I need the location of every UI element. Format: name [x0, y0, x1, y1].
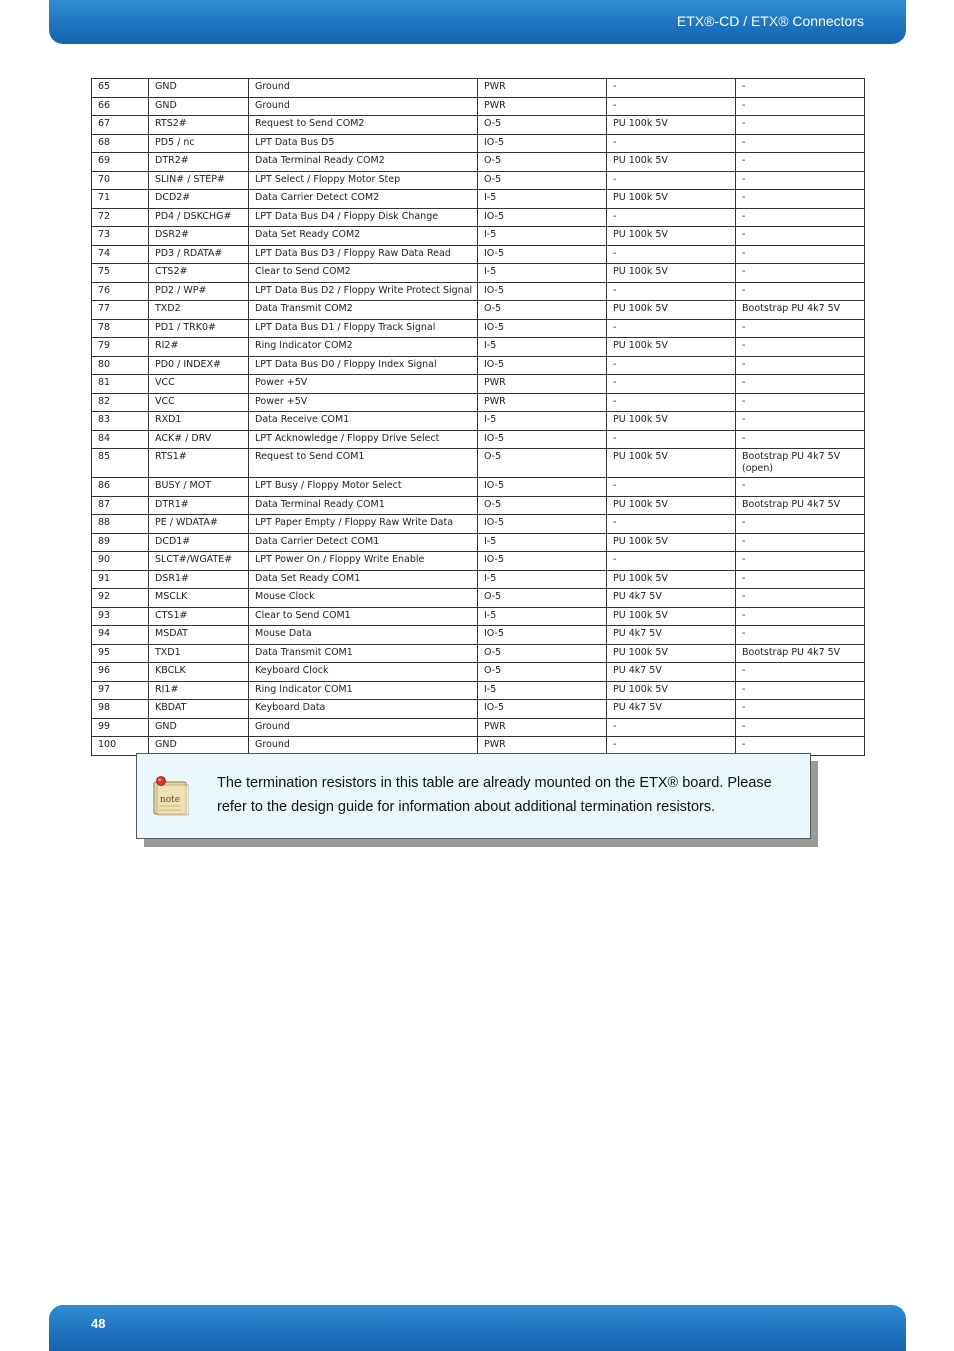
table-row: [92, 607, 865, 626]
comment-cell: -: [736, 375, 865, 394]
table-row: [92, 533, 865, 552]
pin-number-cell: 84: [92, 430, 149, 449]
comment-cell: -: [736, 134, 865, 153]
comment-cell: Bootstrap PU 4k7 5V (open): [736, 449, 865, 478]
signal-cell: RTS2#: [149, 116, 249, 135]
pull-cell: -: [607, 718, 736, 737]
page-header: [49, 0, 906, 44]
pin-number-cell: 96: [92, 663, 149, 682]
comment-cell: -: [736, 319, 865, 338]
signal-cell: SLIN# / STEP#: [149, 171, 249, 190]
signal-cell: MSDAT: [149, 626, 249, 645]
pin-table-body: [92, 79, 865, 756]
comment-cell: -: [736, 356, 865, 375]
comment-cell: Bootstrap PU 4k7 5V: [736, 301, 865, 320]
signal-cell: GND: [149, 718, 249, 737]
pull-cell: PU 100k 5V: [607, 264, 736, 283]
signal-cell: VCC: [149, 375, 249, 394]
signal-cell: TXD2: [149, 301, 249, 320]
pull-cell: -: [607, 319, 736, 338]
pull-cell: PU 100k 5V: [607, 338, 736, 357]
table-row: [92, 116, 865, 135]
comment-cell: -: [736, 626, 865, 645]
io-cell: IO-5: [478, 208, 607, 227]
comment-cell: -: [736, 533, 865, 552]
comment-cell: -: [736, 153, 865, 172]
comment-cell: -: [736, 718, 865, 737]
signal-cell: PD5 / nc: [149, 134, 249, 153]
comment-cell: Bootstrap PU 4k7 5V: [736, 644, 865, 663]
description-cell: LPT Data Bus D0 / Floppy Index Signal: [249, 356, 478, 375]
description-cell: Data Terminal Ready COM1: [249, 496, 478, 515]
description-cell: Keyboard Data: [249, 700, 478, 719]
io-cell: O-5: [478, 171, 607, 190]
description-cell: LPT Data Bus D1 / Floppy Track Signal: [249, 319, 478, 338]
description-cell: Data Transmit COM2: [249, 301, 478, 320]
table-row: [92, 589, 865, 608]
io-cell: IO-5: [478, 478, 607, 497]
comment-cell: -: [736, 227, 865, 246]
table-row: [92, 282, 865, 301]
table-row: [92, 153, 865, 172]
table-row: [92, 338, 865, 357]
pull-cell: -: [607, 515, 736, 534]
pull-cell: -: [607, 552, 736, 571]
pull-cell: -: [607, 245, 736, 264]
io-cell: IO-5: [478, 430, 607, 449]
description-cell: Power +5V: [249, 393, 478, 412]
pull-cell: -: [607, 134, 736, 153]
signal-cell: RI2#: [149, 338, 249, 357]
signal-cell: ACK# / DRV: [149, 430, 249, 449]
comment-cell: -: [736, 97, 865, 116]
io-cell: PWR: [478, 737, 607, 756]
io-cell: PWR: [478, 97, 607, 116]
comment-cell: -: [736, 79, 865, 98]
comment-cell: -: [736, 245, 865, 264]
signal-cell: DSR1#: [149, 570, 249, 589]
table-row: [92, 245, 865, 264]
io-cell: I-5: [478, 190, 607, 209]
pull-cell: -: [607, 208, 736, 227]
pin-number-cell: 81: [92, 375, 149, 394]
pull-cell: PU 100k 5V: [607, 116, 736, 135]
pull-cell: PU 100k 5V: [607, 681, 736, 700]
table-row: [92, 644, 865, 663]
io-cell: O-5: [478, 496, 607, 515]
table-row: [92, 319, 865, 338]
signal-cell: TXD1: [149, 644, 249, 663]
signal-cell: DCD2#: [149, 190, 249, 209]
comment-cell: -: [736, 607, 865, 626]
description-cell: LPT Data Bus D5: [249, 134, 478, 153]
signal-cell: GND: [149, 79, 249, 98]
table-row: [92, 412, 865, 431]
table-row: [92, 227, 865, 246]
io-cell: IO-5: [478, 626, 607, 645]
io-cell: O-5: [478, 153, 607, 172]
pin-table: [91, 78, 865, 756]
io-cell: IO-5: [478, 700, 607, 719]
signal-cell: DCD1#: [149, 533, 249, 552]
signal-cell: PE / WDATA#: [149, 515, 249, 534]
description-cell: LPT Busy / Floppy Motor Select: [249, 478, 478, 497]
pull-cell: -: [607, 356, 736, 375]
pull-cell: -: [607, 430, 736, 449]
pull-cell: PU 100k 5V: [607, 607, 736, 626]
table-row: [92, 430, 865, 449]
description-cell: Data Transmit COM1: [249, 644, 478, 663]
description-cell: Clear to Send COM2: [249, 264, 478, 283]
pin-number-cell: 99: [92, 718, 149, 737]
description-cell: LPT Power On / Floppy Write Enable: [249, 552, 478, 571]
page-footer: [49, 1305, 906, 1351]
description-cell: Ground: [249, 737, 478, 756]
pull-cell: -: [607, 375, 736, 394]
header-title: ETX®-CD / ETX® Connectors: [676, 13, 864, 29]
table-row: [92, 393, 865, 412]
description-cell: LPT Acknowledge / Floppy Drive Select: [249, 430, 478, 449]
signal-cell: PD4 / DSKCHG#: [149, 208, 249, 227]
description-cell: Mouse Clock: [249, 589, 478, 608]
description-cell: Ring Indicator COM2: [249, 338, 478, 357]
io-cell: O-5: [478, 449, 607, 478]
pull-cell: PU 4k7 5V: [607, 589, 736, 608]
note-box: [136, 753, 811, 839]
signal-cell: DTR1#: [149, 496, 249, 515]
table-row: [92, 190, 865, 209]
signal-cell: PD1 / TRK0#: [149, 319, 249, 338]
description-cell: Data Carrier Detect COM1: [249, 533, 478, 552]
comment-cell: -: [736, 208, 865, 227]
description-cell: Ground: [249, 97, 478, 116]
table-row: [92, 301, 865, 320]
pull-cell: -: [607, 478, 736, 497]
io-cell: I-5: [478, 338, 607, 357]
table-row: [92, 375, 865, 394]
comment-cell: -: [736, 190, 865, 209]
table-row: [92, 171, 865, 190]
pull-cell: PU 100k 5V: [607, 153, 736, 172]
table-row: [92, 700, 865, 719]
signal-cell: VCC: [149, 393, 249, 412]
pull-cell: -: [607, 79, 736, 98]
pull-cell: PU 100k 5V: [607, 496, 736, 515]
pin-number-cell: 90: [92, 552, 149, 571]
signal-cell: GND: [149, 737, 249, 756]
comment-cell: -: [736, 570, 865, 589]
signal-cell: KBDAT: [149, 700, 249, 719]
pin-number-cell: 94: [92, 626, 149, 645]
description-cell: LPT Data Bus D3 / Floppy Raw Data Read: [249, 245, 478, 264]
pull-cell: -: [607, 171, 736, 190]
comment-cell: -: [736, 393, 865, 412]
pin-number-cell: 93: [92, 607, 149, 626]
pin-number-cell: 98: [92, 700, 149, 719]
pin-number-cell: 89: [92, 533, 149, 552]
pull-cell: PU 100k 5V: [607, 449, 736, 478]
pull-cell: -: [607, 737, 736, 756]
pull-cell: PU 4k7 5V: [607, 626, 736, 645]
comment-cell: -: [736, 552, 865, 571]
pin-number-cell: 79: [92, 338, 149, 357]
description-cell: Ring Indicator COM1: [249, 681, 478, 700]
io-cell: O-5: [478, 663, 607, 682]
signal-cell: PD2 / WP#: [149, 282, 249, 301]
signal-cell: RTS1#: [149, 449, 249, 478]
description-cell: Ground: [249, 79, 478, 98]
pin-number-cell: 92: [92, 589, 149, 608]
pin-number-cell: 86: [92, 478, 149, 497]
io-cell: O-5: [478, 116, 607, 135]
pull-cell: PU 100k 5V: [607, 190, 736, 209]
io-cell: I-5: [478, 681, 607, 700]
table-row: [92, 449, 865, 478]
description-cell: Data Set Ready COM2: [249, 227, 478, 246]
pin-number-cell: 73: [92, 227, 149, 246]
table-row: [92, 626, 865, 645]
signal-cell: DTR2#: [149, 153, 249, 172]
pull-cell: PU 4k7 5V: [607, 700, 736, 719]
description-cell: Mouse Data: [249, 626, 478, 645]
comment-cell: -: [736, 589, 865, 608]
pin-number-cell: 80: [92, 356, 149, 375]
pin-number-cell: 72: [92, 208, 149, 227]
io-cell: IO-5: [478, 245, 607, 264]
table-row: [92, 496, 865, 515]
io-cell: IO-5: [478, 356, 607, 375]
description-cell: Data Terminal Ready COM2: [249, 153, 478, 172]
signal-cell: SLCT#/WGATE#: [149, 552, 249, 571]
comment-cell: -: [736, 478, 865, 497]
pin-number-cell: 74: [92, 245, 149, 264]
io-cell: I-5: [478, 412, 607, 431]
pin-number-cell: 78: [92, 319, 149, 338]
io-cell: I-5: [478, 264, 607, 283]
table-row: [92, 718, 865, 737]
comment-cell: -: [736, 171, 865, 190]
description-cell: Keyboard Clock: [249, 663, 478, 682]
pull-cell: PU 100k 5V: [607, 533, 736, 552]
signal-cell: DSR2#: [149, 227, 249, 246]
pin-number-cell: 65: [92, 79, 149, 98]
signal-cell: PD0 / INDEX#: [149, 356, 249, 375]
pin-number-cell: 77: [92, 301, 149, 320]
pin-number-cell: 88: [92, 515, 149, 534]
description-cell: Data Carrier Detect COM2: [249, 190, 478, 209]
pin-number-cell: 66: [92, 97, 149, 116]
io-cell: I-5: [478, 227, 607, 246]
pin-number-cell: 97: [92, 681, 149, 700]
pull-cell: -: [607, 393, 736, 412]
comment-cell: -: [736, 515, 865, 534]
comment-cell: -: [736, 338, 865, 357]
pull-cell: -: [607, 97, 736, 116]
io-cell: O-5: [478, 301, 607, 320]
pull-cell: PU 100k 5V: [607, 301, 736, 320]
comment-cell: -: [736, 412, 865, 431]
description-cell: Request to Send COM2: [249, 116, 478, 135]
pin-number-cell: 85: [92, 449, 149, 478]
comment-cell: -: [736, 681, 865, 700]
table-row: [92, 681, 865, 700]
pull-cell: PU 4k7 5V: [607, 663, 736, 682]
comment-cell: -: [736, 430, 865, 449]
description-cell: Data Receive COM1: [249, 412, 478, 431]
comment-cell: -: [736, 116, 865, 135]
pin-number-cell: 68: [92, 134, 149, 153]
io-cell: IO-5: [478, 515, 607, 534]
comment-cell: -: [736, 663, 865, 682]
table-row: [92, 478, 865, 497]
io-cell: IO-5: [478, 552, 607, 571]
io-cell: PWR: [478, 718, 607, 737]
pull-cell: PU 100k 5V: [607, 412, 736, 431]
signal-cell: BUSY / MOT: [149, 478, 249, 497]
table-row: [92, 97, 865, 116]
pin-number-cell: 75: [92, 264, 149, 283]
description-cell: Power +5V: [249, 375, 478, 394]
description-cell: Data Set Ready COM1: [249, 570, 478, 589]
description-cell: LPT Data Bus D4 / Floppy Disk Change: [249, 208, 478, 227]
signal-cell: RI1#: [149, 681, 249, 700]
pin-number-cell: 100: [92, 737, 149, 756]
table-row: [92, 208, 865, 227]
signal-cell: CTS1#: [149, 607, 249, 626]
io-cell: IO-5: [478, 282, 607, 301]
pin-number-cell: 76: [92, 282, 149, 301]
pin-number-cell: 91: [92, 570, 149, 589]
comment-cell: -: [736, 264, 865, 283]
io-cell: PWR: [478, 393, 607, 412]
table-row: [92, 356, 865, 375]
pin-number-cell: 70: [92, 171, 149, 190]
io-cell: IO-5: [478, 319, 607, 338]
description-cell: LPT Select / Floppy Motor Step: [249, 171, 478, 190]
signal-cell: RXD1: [149, 412, 249, 431]
comment-cell: -: [736, 737, 865, 756]
description-cell: LPT Paper Empty / Floppy Raw Write Data: [249, 515, 478, 534]
note-icon-label: note: [159, 795, 181, 805]
page-number: 48: [91, 1316, 106, 1331]
table-row: [92, 515, 865, 534]
pin-number-cell: 95: [92, 644, 149, 663]
table-row: [92, 663, 865, 682]
pin-number-cell: 69: [92, 153, 149, 172]
io-cell: I-5: [478, 533, 607, 552]
description-cell: LPT Data Bus D2 / Floppy Write Protect Signal: [249, 282, 478, 301]
description-cell: Clear to Send COM1: [249, 607, 478, 626]
pin-number-cell: 83: [92, 412, 149, 431]
io-cell: PWR: [478, 79, 607, 98]
pull-cell: PU 100k 5V: [607, 644, 736, 663]
io-cell: O-5: [478, 644, 607, 663]
table-row: [92, 570, 865, 589]
table-row: [92, 79, 865, 98]
table-row: [92, 264, 865, 283]
signal-cell: PD3 / RDATA#: [149, 245, 249, 264]
pull-cell: PU 100k 5V: [607, 227, 736, 246]
note-text: The termination resistors in this table are already mounted on the ETX® board. Please refer to the design guide for information about additional termination resistors.: [217, 775, 772, 815]
pin-number-cell: 82: [92, 393, 149, 412]
io-cell: PWR: [478, 375, 607, 394]
io-cell: I-5: [478, 570, 607, 589]
description-cell: Request to Send COM1: [249, 449, 478, 478]
comment-cell: -: [736, 282, 865, 301]
pin-number-cell: 71: [92, 190, 149, 209]
pull-cell: PU 100k 5V: [607, 570, 736, 589]
signal-cell: MSCLK: [149, 589, 249, 608]
table-row: [92, 552, 865, 571]
pin-number-cell: 67: [92, 116, 149, 135]
signal-cell: GND: [149, 97, 249, 116]
table-row: [92, 134, 865, 153]
comment-cell: -: [736, 700, 865, 719]
pin-number-cell: 87: [92, 496, 149, 515]
io-cell: O-5: [478, 589, 607, 608]
pull-cell: -: [607, 282, 736, 301]
note-pad-icon: [151, 774, 189, 816]
signal-cell: KBCLK: [149, 663, 249, 682]
comment-cell: Bootstrap PU 4k7 5V: [736, 496, 865, 515]
signal-cell: CTS2#: [149, 264, 249, 283]
description-cell: Ground: [249, 718, 478, 737]
io-cell: I-5: [478, 607, 607, 626]
io-cell: IO-5: [478, 134, 607, 153]
